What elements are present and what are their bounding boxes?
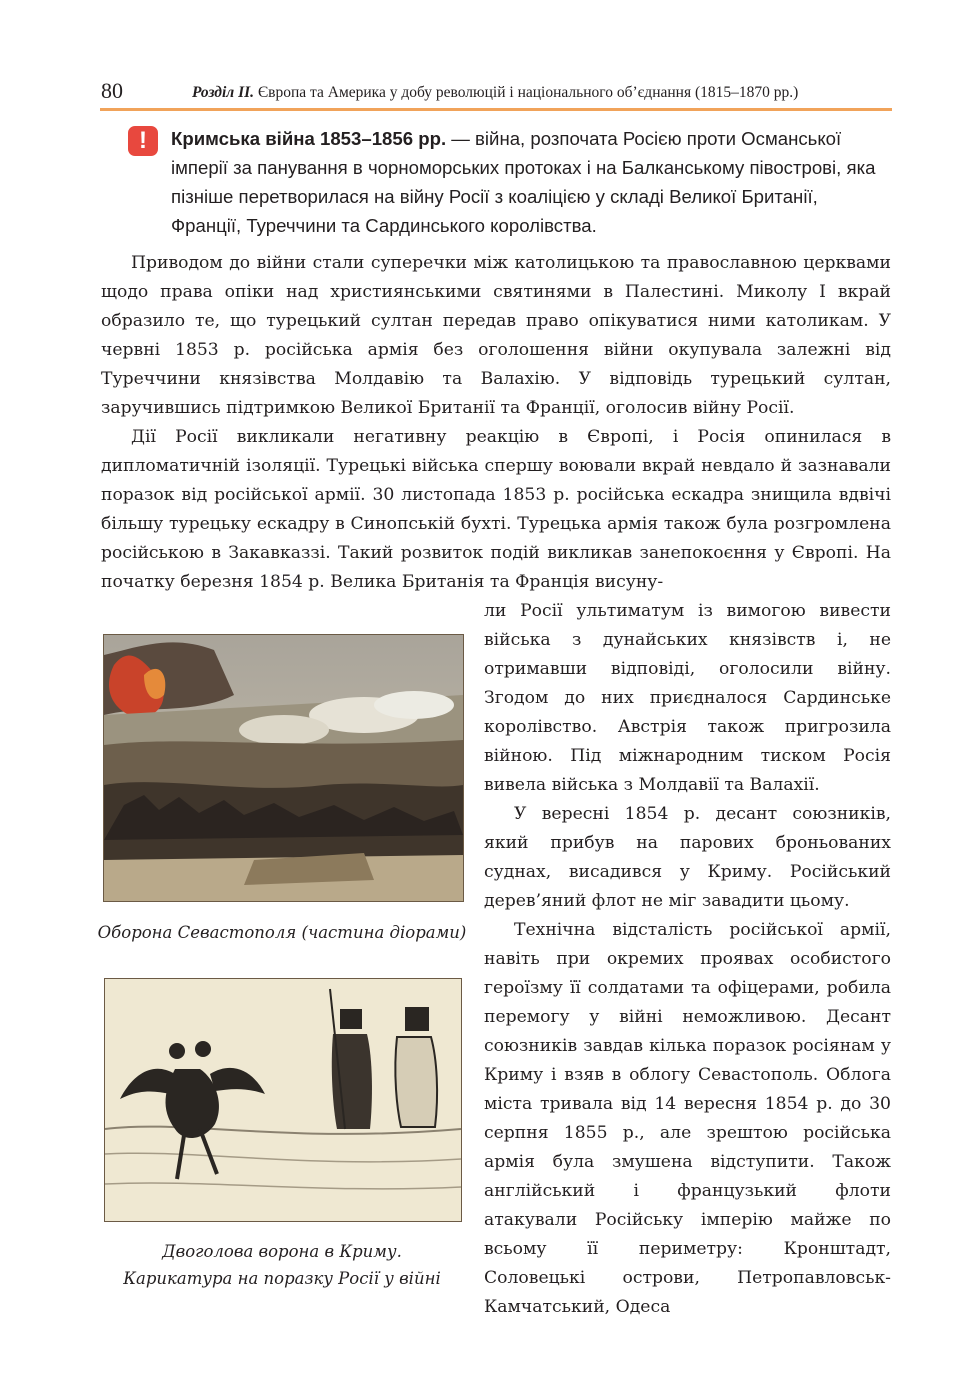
figure-caption [96,1238,468,1292]
paragraph: У вересні 1854 р. десант союзників, який прибув на парових броньованих суднах, висадився у Криму. Російський дерев’яний флот не міг завадити цьому. [484,804,891,911]
caption-line: Двоголова ворона в Криму. [162,1242,402,1261]
paragraph: Дії Росії викликали негативну реакцію в Європі, і Росія опинилася в дипломатичній ізоляції. Турецькі війська спершу воювали вкрай невдало й зазнавали поразок від російської армії. 30 листопада 1853 р. російська ескадра знищила вдвічі більшу турецьку ескадру в Синопській бухті. Турецька армія також була розгромлена російською в Закавказзі. Такий розвиток подій викликав занепокоєння у Європі. На початку березня 1854 р. Велика Британія та Франція висуну- [101,427,891,592]
paragraph: Приводом до війни стали суперечки між католицькою та православною церквами щодо права опіки над християнськими святинями в Палестині. Миколу І вкрай образило те, що турецький султан передав право опікуватися ними католикам. У червні 1853 р. російська армія без оголошення війни окупувала залежні від Туреччини князівства Молдавію та Валахію. У відповідь турецький султан, заручившись підтримкою Великої Британії та Франції, оголосив війну Росії. [101,253,891,418]
exclamation-icon: ! [128,126,158,156]
page-number: 80 [101,78,123,103]
section-label: Розділ ІІ. [192,84,255,101]
section-title: Європа та Америка у добу революцій і національного об’єднання (1815–1870 рр.) [254,84,799,101]
paragraph: Технічна відсталість російської армії, навіть при окремих проявах особистого героїзму її солдатами та офіцерами, робила перемогу у війні неможливою. Десант союзників завдав кілька поразок росіянам у Криму і взяв в облогу Севастополь. Облога міста тривала від 14 вересня 1854 р. до 30 серпня 1855 р., але зрештою російська армія була змушена відступити. Також англійський і французький флоти атакували Російську імперію майже по всьому її периметру: Кронштадт, Соловецькі острови, Петропавловськ-Камчатський, Одеса [484,920,891,1317]
caption-line: Карикатура на поразку Росії у війні [123,1269,441,1288]
definition-box [171,124,893,240]
running-header [192,84,892,102]
paragraph: ли Росії ультиматум із вимогою вивести війська з дунайських князівств і, не отримавши відповіді, оголосили війну. Згодом до них приєдналося Сардинське королівство. Австрія також пригрозила війною. Під міжнародним тиском Росія вивела війська з Молдавії та Валахії. [484,601,891,795]
column-text [484,597,891,1322]
main-text [101,249,891,597]
definition-term: Кримська війна 1853–1856 рр. [171,128,447,149]
double-headed-crow-cartoon-image [104,978,462,1222]
header-rule [100,108,892,111]
definition-text: — війна, розпочата Росією проти Османської імперії за панування в чорноморських протоках і на Балканському півострові, яка пізніше перетворилася на війну Росії з коаліцією у складі Великої Британії, Франції, Туреччини та Сардинського королівства. [171,128,876,236]
figure-caption: Оборона Севастополя (частина діорами) [97,923,467,942]
sevastopol-diorama-image [103,634,464,902]
